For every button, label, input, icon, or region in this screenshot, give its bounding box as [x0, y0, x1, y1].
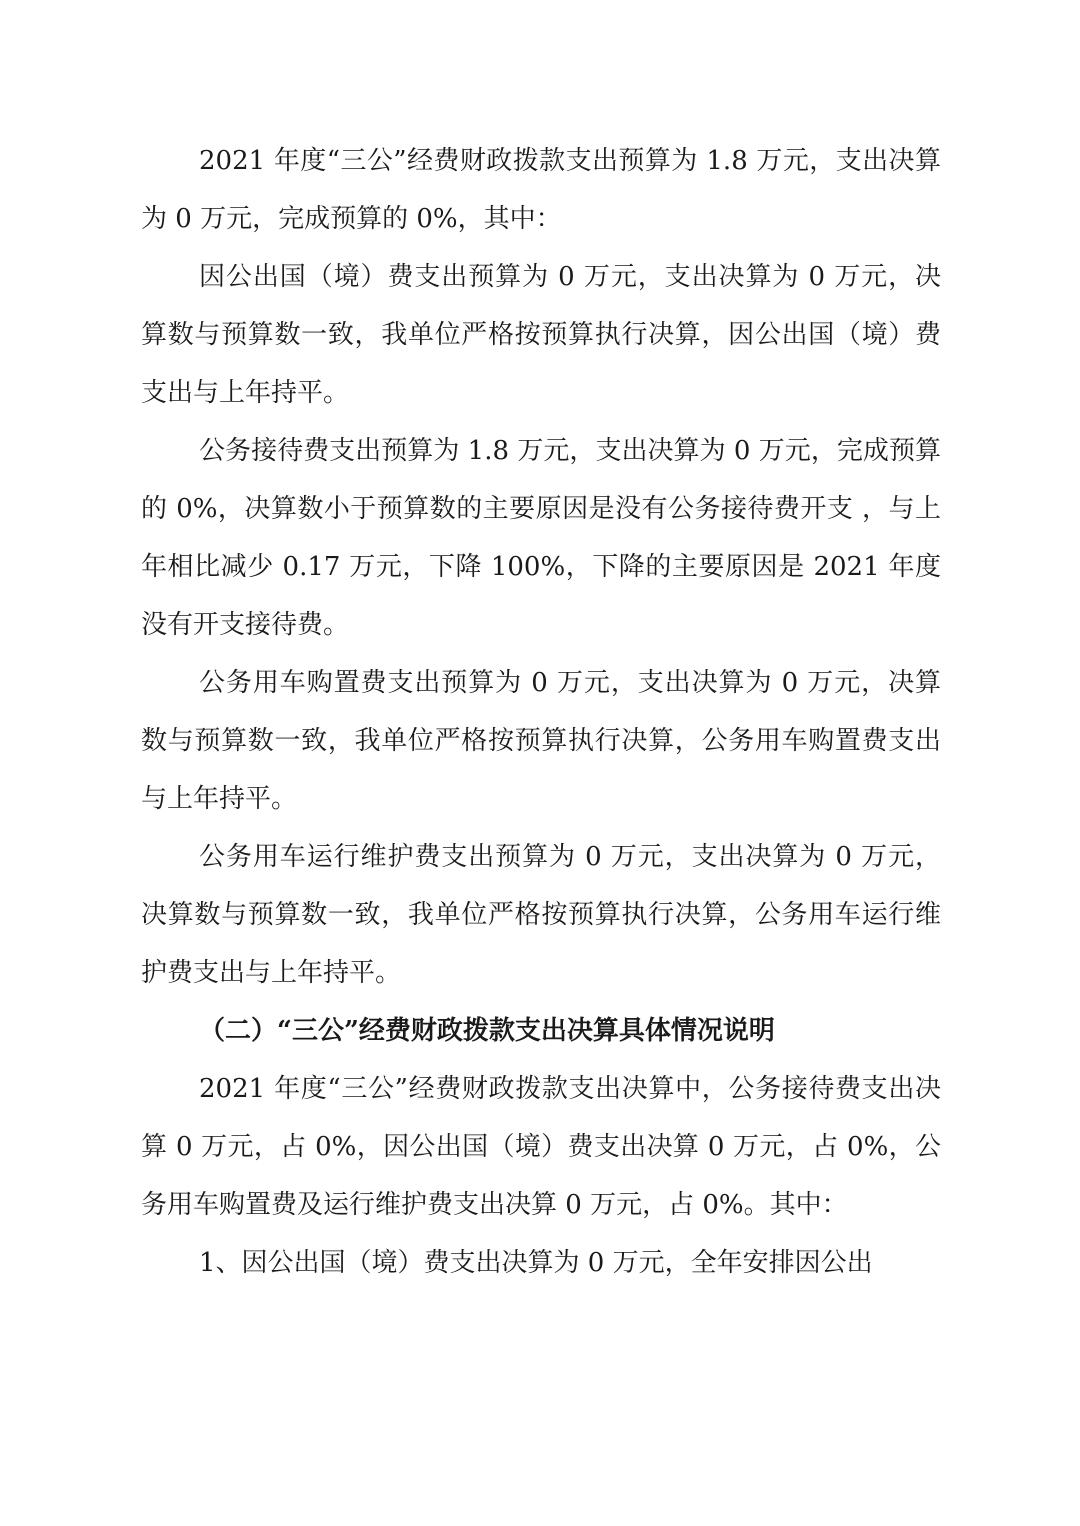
paragraph-budget-summary: 2021 年度“三公”经费财政拨款支出预算为 1.8 万元，支出决算为 0 万元，完成预算的 0%，其中： — [141, 146, 941, 234]
paragraph-official-reception: 公务接待费支出预算为 1.8 万元，支出决算为 0 万元，完成预算的 0%，决算数小于预算数的主要原因是没有公务接待费开支 ，与上年相比减少 0.17 万元，下降 100%，下降的主要原因是 2021 年度没有开支接待费。 — [141, 436, 941, 640]
section-heading: （二）“三公”经费财政拨款支出决算具体情况说明 — [199, 1016, 775, 1046]
document-body — [141, 132, 941, 1292]
paragraph-item-1: 1、因公出国（境）费支出决算为 0 万元，全年安排因公出 — [199, 1248, 873, 1278]
paragraph-final-accounts-summary: 2021 年度“三公”经费财政拨款支出决算中，公务接待费支出决算 0 万元，占 0%，因公出国（境）费支出决算 0 万元，占 0%，公务用车购置费及运行维护费支出决算 0 万元，占 0%。其中： — [141, 1074, 941, 1220]
paragraph-overseas-travel: 因公出国（境）费支出预算为 0 万元，支出决算为 0 万元，决算数与预算数一致，我单位严格按预算执行决算，因公出国（境）费支出与上年持平。 — [141, 262, 941, 408]
paragraph-vehicle-maintenance: 公务用车运行维护费支出预算为 0 万元，支出决算为 0 万元，决算数与预算数一致，我单位严格按预算执行决算，公务用车运行维护费支出与上年持平。 — [141, 842, 941, 988]
paragraph-vehicle-purchase: 公务用车购置费支出预算为 0 万元，支出决算为 0 万元，决算数与预算数一致，我单位严格按预算执行决算，公务用车购置费支出与上年持平。 — [141, 668, 941, 814]
